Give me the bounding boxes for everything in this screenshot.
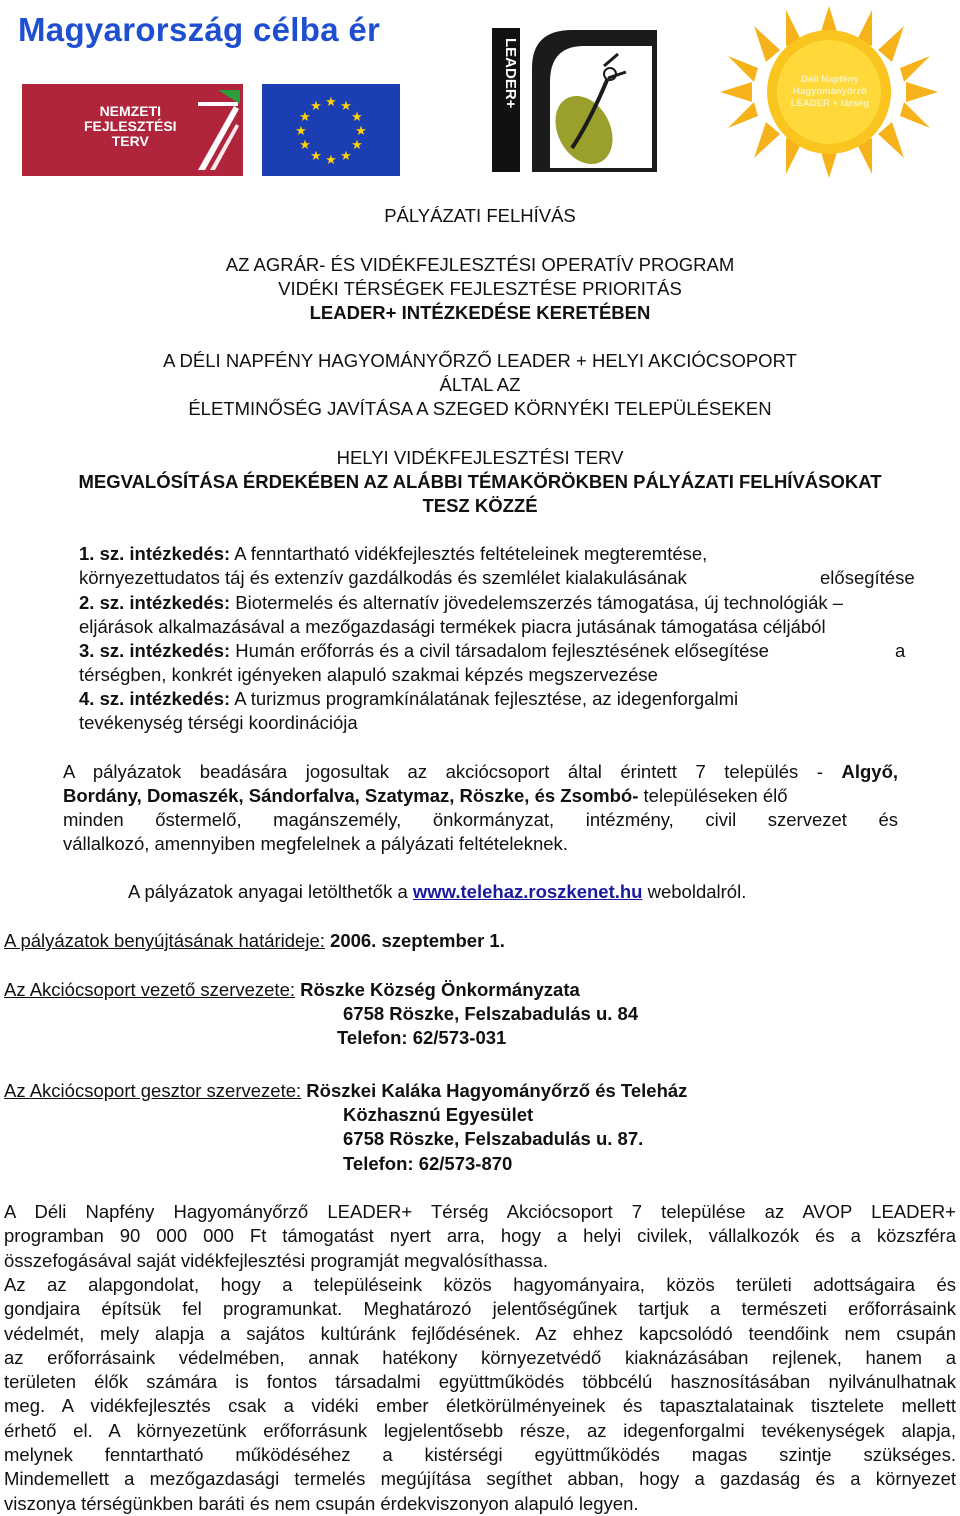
paragraph-line: melynek fenntartható működéséhez a kistérségi együttműködés magas szintje szükséges.: [4, 1444, 956, 1466]
paragraph-line: programban 90 000 000 Ft támogatást nyert arra, hogy a helyi civilek, vállalkozók és a közszféra: [4, 1225, 956, 1247]
measure-text: térségben, konkrét igényeken alapuló szakmai képzés megszervezése: [79, 664, 658, 685]
group-line: ÉLETMINŐSÉG JAVÍTÁSA A SZEGED KÖRNYÉKI TELEPÜLÉSEKEN: [188, 398, 772, 419]
manager-org-name-cont: Közhasznú Egyesület: [343, 1104, 534, 1125]
svg-text:★: ★: [351, 110, 363, 125]
deadline-value: 2006. szeptember 1.: [324, 930, 505, 951]
measure-item: [79, 687, 738, 711]
leader-logo: [492, 28, 657, 172]
plan-line: MEGVALÓSÍTÁSA ÉRDEKÉBEN AZ ALÁBBI TÉMAKÖRÖKBEN PÁLYÁZATI FELHÍVÁSOKAT: [78, 471, 882, 492]
manager-org-phone: Telefon: 62/573-870: [343, 1153, 513, 1174]
svg-text:★: ★: [351, 138, 363, 153]
deadline-line: [4, 929, 505, 953]
paragraph-line: összefogásával saját vidékfejlesztési programját megvalósíthassa.: [4, 1249, 548, 1271]
lead-org-label: Az Akciócsoport vezető szervezete:: [4, 979, 295, 1000]
download-prefix: A pályázatok anyagai letölthetők a: [128, 881, 413, 902]
lead-org-line: [4, 978, 580, 1002]
paragraph-line: Az az alapgondolat, hogy a településeink közös hagyományaira, közös területi adottságaira és: [4, 1274, 956, 1295]
manager-org-line: [4, 1079, 687, 1103]
svg-text:★: ★: [310, 99, 322, 114]
paragraph-line: gondjaira építsük fel programunkat. Meghatározó jelentőségűnek tartjuk a természeti erőforrásaink: [4, 1298, 956, 1320]
manager-org-name: Röszkei Kaláka Hagyományőrző és Teleház: [301, 1080, 688, 1101]
measure-text: elősegítése: [820, 567, 915, 588]
sun-logo-line: LEADER + társég: [790, 98, 870, 109]
nft-logo-text: [84, 104, 177, 149]
eu-stars-icon: [262, 84, 400, 176]
paragraph-line: viszonya térségünkben baráti és nem csupán érdekviszonyon alapuló legyen.: [4, 1492, 639, 1514]
svg-text:★: ★: [340, 99, 352, 114]
measure-item: [79, 542, 707, 566]
plan-line: HELYI VIDÉKFEJLESZTÉSI TERV: [336, 447, 624, 468]
paragraph-line: az erőforrásaink védelmében, annak hatékony környezetvédő kiaknázásában rejlenek, hanem a: [4, 1346, 956, 1368]
measure-item: [79, 639, 769, 663]
call-title: PÁLYÁZATI FELHÍVÁS: [384, 205, 576, 226]
nft-logo: [22, 84, 243, 176]
svg-text:★: ★: [325, 95, 337, 110]
download-suffix: weboldalról.: [642, 881, 747, 902]
group-line: ÁLTAL AZ: [439, 374, 521, 395]
eligibility-line: minden őstermelő, magánszemély, önkormányzat, intézmény, civil szervezet és: [63, 809, 898, 830]
program-line: LEADER+ INTÉZKEDÉSE KERETÉBEN: [309, 302, 651, 323]
deadline-label: A pályázatok benyújtásának határideje:: [4, 930, 325, 951]
measure-text: Biotermelés és alternatív jövedelemszerzés támogatása, új technológiák –: [230, 592, 844, 613]
measure-text: A fenntartható vidékfejlesztés feltételeinek megteremtése,: [230, 543, 708, 564]
svg-text:★: ★: [355, 124, 367, 139]
measure-text: a: [895, 640, 906, 661]
paragraph-line: védelmét, mely alapja a sajátos kultúránk fejlődésének. Az ehhez kapcsolódó teendőink nem csupán: [4, 1322, 956, 1344]
measure-text: Humán erőforrás és a civil társadalom fejlesztésének elősegítése: [230, 640, 769, 661]
nft-logo-line: NEMZETI: [99, 103, 162, 119]
svg-text:★: ★: [325, 153, 337, 168]
measure-label: 4. sz. intézkedés:: [79, 688, 231, 709]
paragraph-line: A Déli Napfény Hagyományőrző LEADER+ Térség Akciócsoport 7 települése az AVOP LEADER+: [4, 1201, 956, 1222]
measure-text: A turizmus programkínálatának fejlesztése, az idegenforgalmi: [230, 688, 739, 709]
lead-org-phone: Telefon: 62/573-031: [337, 1027, 507, 1048]
eligibility-settlement: Algyő,: [841, 761, 899, 782]
measure-text: tevékenység térségi koordinációja: [79, 712, 358, 733]
svg-text:★: ★: [299, 138, 311, 153]
eligibility-line: vállalkozó, amennyiben megfelelnek a pályázati feltételeknek.: [63, 833, 568, 854]
paragraph-line: területen élők számára is fontos társadalmi együttműködés többcélú hasznosításában nyilvánulhatnak: [4, 1371, 956, 1393]
paragraph-line: meg. A vidékfejlesztés csak a vidéki ember életkörülményeinek és tapasztalatainak tisztelete mellett: [4, 1395, 956, 1417]
eligibility-text: településeken élő: [638, 785, 788, 806]
paragraph-line: érhető el. A környezetünk erőforrásunk legjelentősebb része, az idegenforgalmi tevékenységek alapja,: [4, 1419, 956, 1441]
measure-label: 2. sz. intézkedés:: [79, 592, 231, 613]
body-paragraph-1: [4, 1200, 956, 1273]
program-line: AZ AGRÁR- ÉS VIDÉKFEJLESZTÉSI OPERATÍV PROGRAM: [225, 254, 735, 275]
nft-logo-line: FEJLESZTÉSI: [84, 118, 177, 134]
sun-logo-line: Hagyományőrző: [793, 86, 867, 97]
measure-label: 3. sz. intézkedés:: [79, 640, 231, 661]
nft-logo-line: TERV: [111, 133, 149, 149]
svg-text:★: ★: [310, 149, 322, 164]
eligibility-text: A pályázatok beadására jogosultak az akciócsoport által érintett 7 település -: [63, 761, 823, 782]
leader-logo-graphic: [492, 28, 657, 172]
download-line: [128, 880, 746, 904]
leader-logo-text: LEADER+: [502, 38, 519, 109]
lead-org-name: Röszke Község Önkormányzata: [295, 979, 580, 1000]
manager-org-address: 6758 Röszke, Felszabadulás u. 87.: [343, 1128, 644, 1149]
eligibility-settlements: Bordány, Domaszék, Sándorfalva, Szatymaz, Röszke, és Zsombó-: [63, 785, 639, 806]
measure-text: környezettudatos táj és extenzív gazdálkodás és szemlélet kialakulásának: [79, 567, 687, 588]
svg-text:★: ★: [340, 149, 352, 164]
lead-org-address: 6758 Röszke, Felszabadulás u. 84: [343, 1003, 639, 1024]
eligibility-line: [63, 784, 788, 808]
manager-org-label: Az Akciócsoport gesztor szervezete:: [4, 1080, 302, 1101]
measure-text: eljárások alkalmazásával a mezőgazdasági termékek piacra jutásának támogatása céljából: [79, 616, 826, 637]
sun-logo-line: Déli Napfény: [801, 74, 859, 85]
sun-logo-text: [778, 74, 882, 110]
paragraph-line: Mindemellett a mezőgazdasági termelés megújítása segíthet abban, hogy a gazdaság és a környezet: [4, 1468, 956, 1490]
svg-text:★: ★: [295, 124, 307, 139]
plan-line: TESZ KÖZZÉ: [422, 495, 538, 516]
measure-item: [79, 591, 843, 615]
program-title-logo: Magyarország célba ér: [18, 11, 381, 48]
deli-napfeny-sun-logo: [718, 4, 940, 180]
group-line: A DÉLI NAPFÉNY HAGYOMÁNYŐRZŐ LEADER + HELYI AKCIÓCSOPORT: [163, 350, 797, 371]
body-paragraph-2: [4, 1273, 956, 1516]
program-line: VIDÉKI TÉRSÉGEK FEJLESZTÉSE PRIORITÁS: [278, 278, 682, 299]
svg-text:★: ★: [299, 110, 311, 125]
measure-label: 1. sz. intézkedés:: [79, 543, 231, 564]
eu-flag-logo: [262, 84, 400, 176]
eligibility-line: [63, 760, 898, 784]
website-link[interactable]: www.telehaz.roszkenet.hu: [412, 881, 643, 902]
